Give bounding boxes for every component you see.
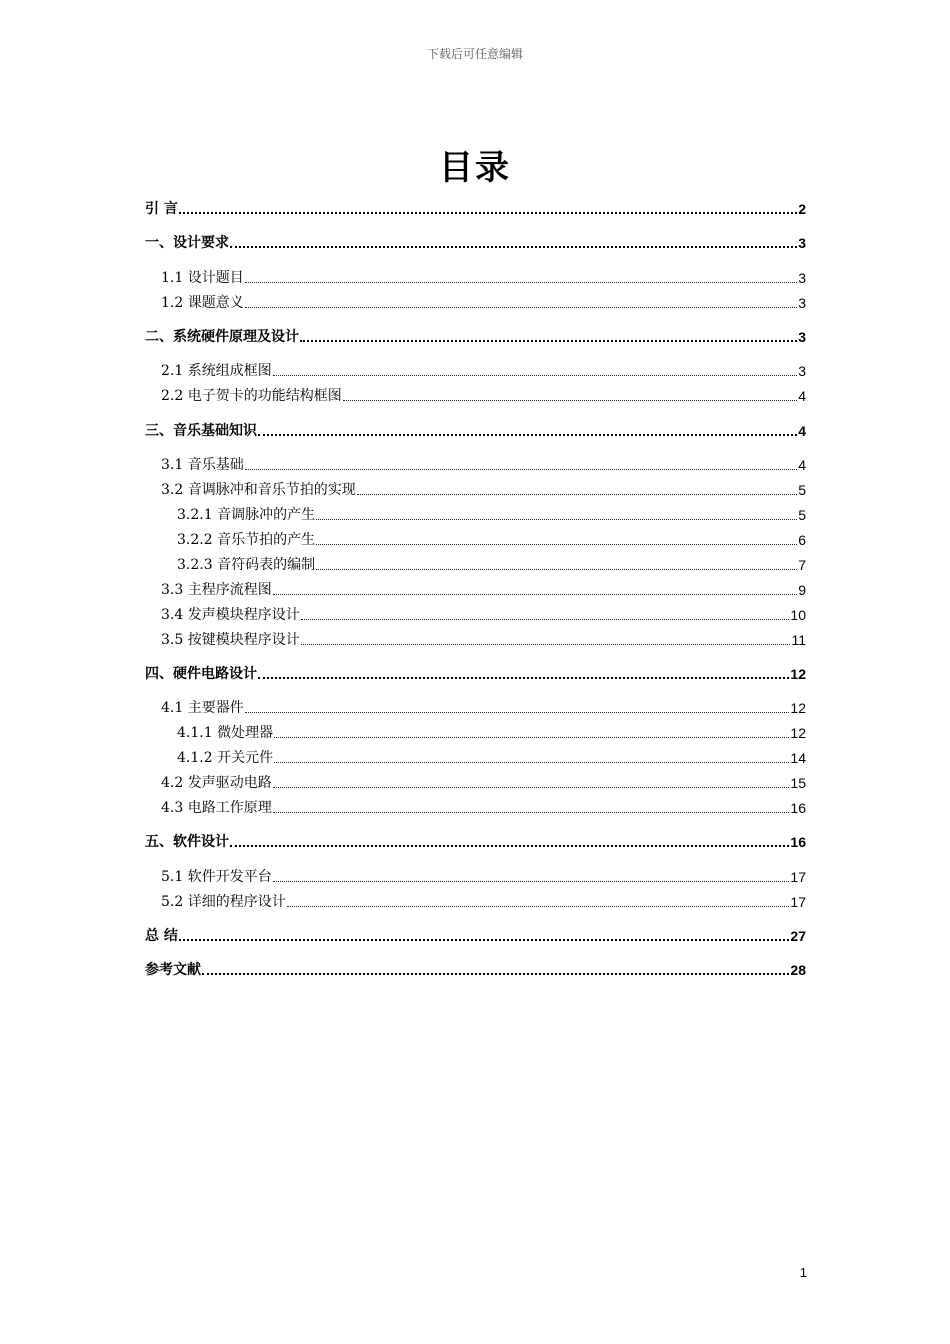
toc-entry-page: 5 xyxy=(798,482,806,498)
toc-entry-label: 4.1.1 微处理器 xyxy=(177,725,274,741)
toc-entry[interactable] xyxy=(145,889,806,911)
toc-entry[interactable] xyxy=(145,230,806,252)
toc-entry-page: 10 xyxy=(790,607,806,623)
toc-entry-page: 3 xyxy=(798,329,806,345)
toc-leader xyxy=(230,845,789,847)
toc-leader xyxy=(258,677,789,679)
toc-entry[interactable] xyxy=(145,502,806,524)
toc-entry[interactable] xyxy=(145,627,806,649)
toc-entry-page: 14 xyxy=(790,750,806,766)
toc-entry-page: 4 xyxy=(798,388,806,404)
toc-entry[interactable] xyxy=(145,829,806,851)
toc-entry-page: 5 xyxy=(798,507,806,523)
toc-entry-label: 3.4 发声模块程序设计 xyxy=(161,607,300,623)
toc-leader xyxy=(316,569,797,570)
toc-entry[interactable] xyxy=(145,957,806,979)
toc-entry-label: 3.2.2 音乐节拍的产生 xyxy=(177,532,316,548)
toc-entry-label: 4.2 发声驱动电路 xyxy=(161,775,272,791)
toc-leader xyxy=(316,519,797,520)
toc-entry-page: 3 xyxy=(798,295,806,311)
toc-entry-label: 总 结 xyxy=(145,928,178,944)
toc-entry-page: 12 xyxy=(790,666,806,682)
toc-leader xyxy=(202,973,789,975)
toc-entry-page: 16 xyxy=(790,834,806,850)
toc-leader xyxy=(343,400,797,401)
toc-entry-page: 12 xyxy=(790,725,806,741)
toc-entry-page: 17 xyxy=(790,869,806,885)
toc-leader xyxy=(245,712,790,713)
toc-entry-page: 3 xyxy=(798,270,806,286)
toc-leader xyxy=(273,594,797,595)
toc-entry-page: 27 xyxy=(790,928,806,944)
page-title: 目录 xyxy=(439,148,511,188)
toc-leader xyxy=(357,494,797,495)
toc-leader xyxy=(245,469,797,470)
toc-entry-label: 5.1 软件开发平台 xyxy=(161,869,272,885)
toc-leader xyxy=(273,812,790,813)
toc-entry-page: 2 xyxy=(798,201,806,217)
toc-entry[interactable] xyxy=(145,477,806,499)
toc-entry-label: 4.1 主要器件 xyxy=(161,700,244,716)
toc-entry-label: 3.2 音调脉冲和音乐节拍的实现 xyxy=(161,482,356,498)
toc-entry[interactable] xyxy=(145,418,806,440)
toc-leader xyxy=(287,906,790,907)
toc-entry-label: 3.5 按键模块程序设计 xyxy=(161,632,300,648)
toc-entry[interactable] xyxy=(145,864,806,886)
toc-entry-label: 3.3 主程序流程图 xyxy=(161,582,272,598)
toc-leader xyxy=(300,340,797,342)
toc-entry[interactable] xyxy=(145,383,806,405)
toc-entry[interactable] xyxy=(145,577,806,599)
toc-entry[interactable] xyxy=(145,290,806,312)
toc-entry-page: 9 xyxy=(798,582,806,598)
toc-entry-label: 2.1 系统组成框图 xyxy=(161,363,272,379)
toc-entry-label: 1.2 课题意义 xyxy=(161,295,244,311)
toc-entry[interactable] xyxy=(145,770,806,792)
toc-entry-label: 5.2 详细的程序设计 xyxy=(161,894,286,910)
toc-entry-label: 1.1 设计题目 xyxy=(161,270,244,286)
toc-entry-page: 16 xyxy=(790,800,806,816)
toc-entry-label: 三、音乐基础知识 xyxy=(145,423,257,439)
toc-entry-label: 引 言 xyxy=(145,201,178,217)
toc-entry-label: 4.3 电路工作原理 xyxy=(161,800,272,816)
toc-entry-label: 3.2.3 音符码表的编制 xyxy=(177,557,316,573)
toc-entry-page: 3 xyxy=(798,235,806,251)
toc-entry-page: 4 xyxy=(798,423,806,439)
toc-entry[interactable] xyxy=(145,452,806,474)
toc-entry-page: 17 xyxy=(790,894,806,910)
toc-leader xyxy=(316,544,797,545)
page-number: 1 xyxy=(799,1265,807,1280)
toc-entry[interactable] xyxy=(145,795,806,817)
toc-entry-label: 3.2.1 音调脉冲的产生 xyxy=(177,507,316,523)
toc-entry[interactable] xyxy=(145,661,806,683)
toc-entry[interactable] xyxy=(145,923,806,945)
toc-leader xyxy=(230,246,797,248)
toc-entry-page: 28 xyxy=(790,962,806,978)
toc-entry[interactable] xyxy=(145,602,806,624)
toc-leader xyxy=(245,282,797,283)
toc-entry[interactable] xyxy=(145,196,806,218)
toc-entry-label: 一、设计要求 xyxy=(145,235,229,251)
toc-entry-label: 二、系统硬件原理及设计 xyxy=(145,329,299,345)
toc-entry-label: 四、硬件电路设计 xyxy=(145,666,257,682)
toc-entry-label: 3.1 音乐基础 xyxy=(161,457,244,473)
toc-entry-page: 11 xyxy=(791,632,806,648)
toc-entry[interactable] xyxy=(145,527,806,549)
toc-entry-page: 15 xyxy=(790,775,806,791)
toc-entry-page: 7 xyxy=(798,557,806,573)
toc-entry-page: 6 xyxy=(798,532,806,548)
toc-entry-label: 参考文献 xyxy=(145,962,201,978)
toc-entry[interactable] xyxy=(145,745,806,767)
toc-leader xyxy=(273,787,790,788)
header-note: 下载后可任意编辑 xyxy=(426,47,523,61)
toc-entry[interactable] xyxy=(145,552,806,574)
toc-leader xyxy=(179,939,790,941)
toc-leader xyxy=(301,619,790,620)
toc-leader xyxy=(258,434,797,436)
toc-entry[interactable] xyxy=(145,324,806,346)
toc-entry-page: 12 xyxy=(790,700,806,716)
toc-leader xyxy=(273,375,797,376)
toc-entry[interactable] xyxy=(145,695,806,717)
toc-entry[interactable] xyxy=(145,720,806,742)
toc-leader xyxy=(179,212,797,214)
toc-leader xyxy=(273,881,790,882)
toc-entry-page: 4 xyxy=(798,457,806,473)
toc-entry-label: 2.2 电子贺卡的功能结构框图 xyxy=(161,388,342,404)
toc-entry-label: 4.1.2 开关元件 xyxy=(177,750,274,766)
toc-entry[interactable] xyxy=(145,358,806,380)
toc-leader xyxy=(301,644,791,645)
toc-leader xyxy=(245,307,797,308)
toc-leader xyxy=(274,737,789,738)
toc-leader xyxy=(274,762,789,763)
toc-entry-label: 五、软件设计 xyxy=(145,834,229,850)
toc-entry[interactable] xyxy=(145,265,806,287)
toc-entry-page: 3 xyxy=(798,363,806,379)
